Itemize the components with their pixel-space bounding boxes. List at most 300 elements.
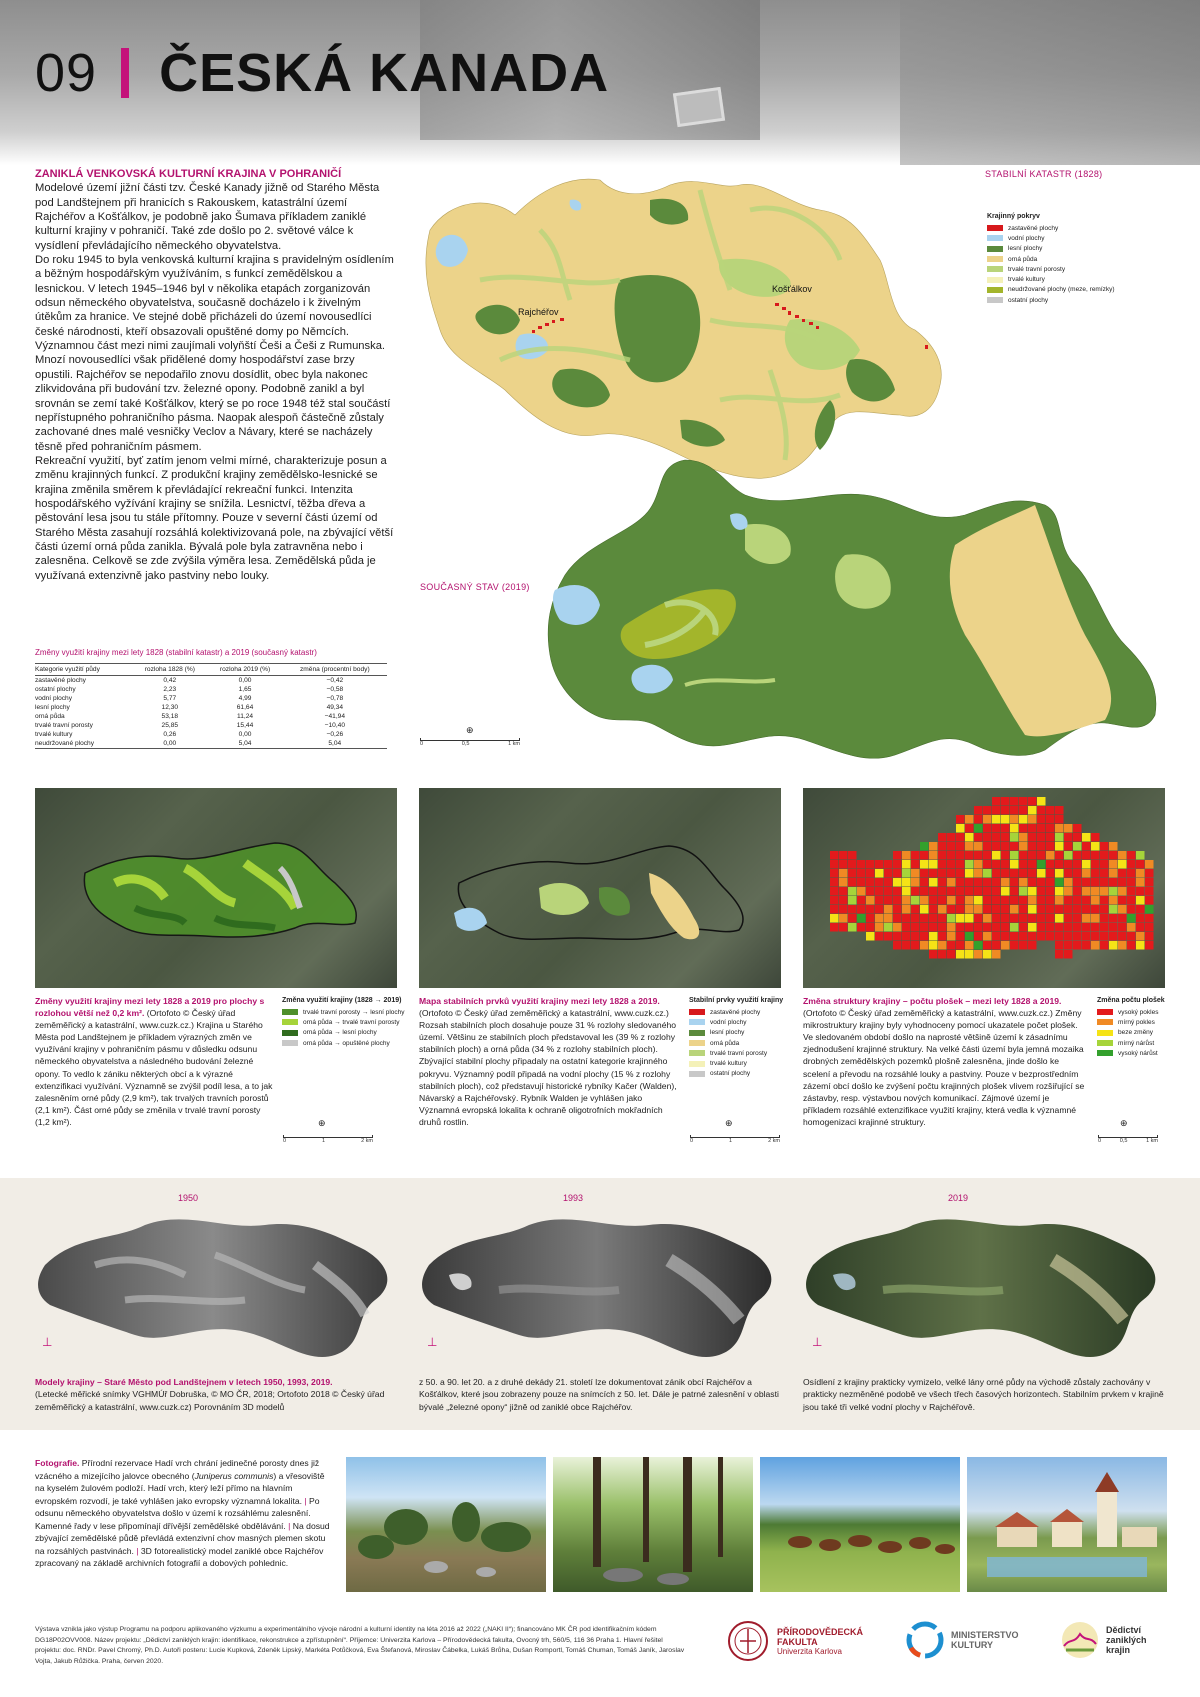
grid-cell: [839, 851, 848, 860]
legend-swatch: [1097, 1050, 1113, 1056]
legend-item: [282, 1038, 405, 1048]
grid-cell: [1037, 869, 1046, 878]
grid-cell: [1010, 806, 1019, 815]
grid-cell: [1028, 851, 1037, 860]
table-row: [35, 712, 387, 721]
legend-label: zastavěné plochy: [710, 1008, 761, 1016]
grid-cell: [866, 887, 875, 896]
grid-cell: [929, 869, 938, 878]
table-cell: −41,94: [324, 712, 345, 720]
grid-cell: [893, 851, 902, 860]
grid-cell: [983, 878, 992, 887]
grid-cell: [1046, 842, 1055, 851]
year-2019: 2019: [948, 1193, 969, 1203]
grid-cell: [1010, 833, 1019, 842]
grid-cell: [1082, 869, 1091, 878]
grid-cell: [857, 914, 866, 923]
grid-cell: [1127, 896, 1136, 905]
north-arrow-icon: ⊕: [318, 1118, 326, 1128]
grid-cell: [1037, 824, 1046, 833]
grid-cell: [1064, 842, 1073, 851]
legend-item: [987, 244, 1115, 254]
grid-cell: [911, 860, 920, 869]
table-cell: vodní plochy: [35, 694, 73, 702]
legend-swatch: [689, 1030, 705, 1036]
grid-cell: [1136, 905, 1145, 914]
grid-cell: [1127, 923, 1136, 932]
grid-cell: [992, 896, 1001, 905]
grid-cell: [911, 869, 920, 878]
legend-label: lesní plochy: [1008, 245, 1043, 253]
grid-cell: [1055, 941, 1064, 950]
grid-cell: [875, 914, 884, 923]
grid-cell: [1064, 932, 1073, 941]
scale-max: 1 km: [508, 741, 520, 747]
logo3-line1: Dědictví: [1106, 1625, 1142, 1635]
axes-icon: ⊥: [42, 1335, 53, 1349]
grid-cell: [920, 869, 929, 878]
grid-cell: [956, 851, 965, 860]
grid-cell: [1028, 833, 1037, 842]
grid-cell: [1082, 932, 1091, 941]
grid-cell: [974, 815, 983, 824]
grid-cell: [1046, 851, 1055, 860]
panel-3-map: [803, 788, 1165, 988]
grid-cell: [974, 851, 983, 860]
legend-items: [987, 223, 1115, 305]
grid-cell: [1145, 869, 1154, 878]
table-header: změna (procentní body): [283, 664, 387, 676]
logo-prf-uk: [727, 1620, 863, 1662]
models-caption-1: [35, 1376, 395, 1413]
legend-title: Krajinný pokryv: [987, 213, 1040, 220]
grid-cell: [983, 950, 992, 959]
grid-cell: [1037, 815, 1046, 824]
legend-label: beze změny: [1118, 1029, 1154, 1037]
legend-item: [689, 1038, 783, 1048]
scale-mid: 0,5: [1119, 1138, 1128, 1144]
legend-item: [282, 1007, 405, 1017]
grid-cell: [1073, 941, 1082, 950]
grid-cell: [1109, 878, 1118, 887]
models-caption-2: z 50. a 90. let 20. a z druhé dekády 21. století lze dokumentovat zánik obcí Rajchéřov a Košťálkov, které jsou zobrazeny pouze na snímcích z 50. let. Dále je patrné zalesnění v oblasti bývalé „železné opony“ jižně od zaniklé obce Rajchéřov.: [419, 1377, 779, 1412]
grid-cell: [1019, 815, 1028, 824]
legend-label: orná půda → lesní plochy: [303, 1029, 377, 1037]
legend-label: zastavěné plochy: [1008, 224, 1059, 232]
panel-3-legend-title: Změna počtu plošek: [1097, 997, 1165, 1004]
grid-cell: [1046, 824, 1055, 833]
legend-swatch: [987, 297, 1003, 303]
footer-text: Výstava vznikla jako výstup Programu na podporu aplikovaného výzkumu a experimentálního vývoje národní a kulturní identity na léta 2016 až 2022 („NAKI II“); financováno MK ČR pod identifikačním kódem DG18P02OVV008. Název projektu: „Dědictví zaniklých krajin: identifikace, rekonstrukce a zpřístupnění“. Příjemce: Univerzita Karlova – Přírodovědecká fakulta, Ovocný trh, 560/5, 116 36 Praha 1. Hlavní řešitel projektu: doc. RNDr. Pavel Chromý, Ph.D. Autoři posteru: Lucie Kupková, Zdeněk Lipský, Markéta Potůčková, Eva Štefanová, Miroslav Čábelka, Lukáš Brůha, Dušan Romportl, Tomáš Chuman, Tomáš Janík, Jaroslav Vojta, Jakub Růžička. Praha, červen 2020.: [35, 1626, 685, 1665]
grid-cell: [920, 914, 929, 923]
grid-cell: [1037, 851, 1046, 860]
grid-cell: [929, 950, 938, 959]
grid-cell: [956, 860, 965, 869]
separator: |: [288, 1520, 291, 1531]
legend-item: [689, 1058, 783, 1068]
panel-3-caption: [803, 995, 1085, 1128]
grid-cell: [1109, 869, 1118, 878]
grid-cell: [947, 878, 956, 887]
grid-cell: [1001, 887, 1010, 896]
grid-cell: [1073, 833, 1082, 842]
grid-cell: [1145, 860, 1154, 869]
grid-cell: [1145, 878, 1154, 887]
legend-swatch: [1097, 1009, 1113, 1015]
table-cell: 0,26: [163, 731, 177, 739]
legend-label: mírný nárůst: [1118, 1039, 1155, 1047]
grid-cell: [1136, 851, 1145, 860]
grid-cell: [1145, 905, 1154, 914]
grid-cell: [1055, 905, 1064, 914]
grid-cell: [1001, 824, 1010, 833]
grid-cell: [965, 896, 974, 905]
grid-cell: [893, 896, 902, 905]
panel-2-legend: [689, 997, 783, 1079]
grid-cell: [1064, 833, 1073, 842]
grid-cell: [1037, 833, 1046, 842]
grid-cell: [983, 905, 992, 914]
legend-label: vysoký nárůst: [1118, 1049, 1158, 1057]
table-cell: 5,04: [283, 739, 387, 748]
grid-cell: [1046, 896, 1055, 905]
grid-cell: [893, 932, 902, 941]
table-title: Změny využití krajiny mezi lety 1828 (stabilní katastr) a 2019 (současný katastr): [35, 648, 317, 657]
panel-3-title: Změna struktury krajiny – počtu plošek – mezi lety 1828 a 2019.: [803, 996, 1062, 1006]
table-cell: 5,04: [207, 739, 282, 748]
grid-cell: [902, 896, 911, 905]
grid-cell: [1028, 824, 1037, 833]
grid-cell: [1037, 914, 1046, 923]
logo1-line2: FAKULTA: [777, 1636, 818, 1647]
grid-cell: [911, 923, 920, 932]
grid-cell: [1001, 851, 1010, 860]
legend-label: mírný pokles: [1118, 1018, 1155, 1026]
grid-cell: [965, 869, 974, 878]
grid-cell: [1001, 878, 1010, 887]
grid-cell: [1091, 905, 1100, 914]
grid-cell: [956, 815, 965, 824]
grid-cell: [1001, 914, 1010, 923]
grid-cell: [1046, 932, 1055, 941]
grid-cell: [929, 914, 938, 923]
grid-cell: [956, 905, 965, 914]
grid-cell: [1001, 860, 1010, 869]
grid-cell: [947, 869, 956, 878]
grid-cell: [974, 905, 983, 914]
grid-cell: [1010, 941, 1019, 950]
grid-cell: [1046, 923, 1055, 932]
grid-cell: [1028, 860, 1037, 869]
grid-cell: [893, 869, 902, 878]
legend-swatch: [282, 1040, 298, 1046]
table-cell: 2,23: [163, 685, 177, 693]
legend-label: vysoký pokles: [1118, 1008, 1159, 1016]
grid-cell: [1118, 923, 1127, 932]
grid-cell: [1100, 887, 1109, 896]
legend-item: [689, 1007, 783, 1017]
grid-cell: [1100, 932, 1109, 941]
grid-cell: [1100, 860, 1109, 869]
grid-cell: [1127, 887, 1136, 896]
table-row: [35, 721, 387, 730]
grid-cell: [956, 869, 965, 878]
grid-cell: [884, 932, 893, 941]
legend-item: [987, 274, 1115, 284]
grid-cell: [929, 860, 938, 869]
scale-0: 0: [1098, 1138, 1102, 1144]
scale-max: 2 km: [768, 1138, 780, 1144]
legend-label: orná půda → opuštěné plochy: [303, 1039, 390, 1047]
grid-cell: [902, 923, 911, 932]
grid-cell: [1082, 878, 1091, 887]
grid-cell: [839, 869, 848, 878]
grid-cell: [1019, 923, 1028, 932]
grid-cell: [992, 851, 1001, 860]
grid-cell: [1010, 914, 1019, 923]
photo-3d-village-model: [967, 1457, 1167, 1592]
grid-cell: [1064, 887, 1073, 896]
grid-cell: [1073, 860, 1082, 869]
grid-cell: [1100, 914, 1109, 923]
grid-cell: [1100, 842, 1109, 851]
grid-cell: [1073, 887, 1082, 896]
grid-cell: [1127, 932, 1136, 941]
grid-cell: [947, 932, 956, 941]
grid-cell: [1064, 869, 1073, 878]
legend-item: [987, 264, 1115, 274]
grid-cell: [839, 905, 848, 914]
page-title: [35, 42, 609, 104]
axes-icon: ⊥: [427, 1335, 438, 1349]
grid-cell: [1118, 869, 1127, 878]
table-cell: −0,42: [326, 676, 344, 684]
panel-1-scalebar: [283, 1135, 373, 1144]
grid-cell: [1118, 851, 1127, 860]
grid-cell: [1136, 887, 1145, 896]
grid-cell: [956, 887, 965, 896]
grid-cell: [929, 851, 938, 860]
grid-cell: [848, 905, 857, 914]
grid-cell: [920, 887, 929, 896]
grid-cell: [1019, 941, 1028, 950]
grid-cell: [938, 887, 947, 896]
grid-cell: [1145, 932, 1154, 941]
grid-cell: [983, 914, 992, 923]
grid-cell: [965, 932, 974, 941]
legend-label: trvalé travní porosty: [710, 1049, 768, 1057]
legend-swatch: [987, 266, 1003, 272]
grid-cell: [1055, 833, 1064, 842]
grid-cell: [1100, 923, 1109, 932]
grid-cell: [1109, 896, 1118, 905]
grid-cell: [974, 878, 983, 887]
grid-cell: [965, 905, 974, 914]
grid-cell: [1010, 860, 1019, 869]
grid-cell: [983, 851, 992, 860]
table-row: [35, 739, 387, 748]
grid-cell: [1136, 914, 1145, 923]
map-legend-landcover: [987, 213, 1115, 305]
grid-cell: [1055, 914, 1064, 923]
table-cell: 5,77: [163, 694, 177, 702]
grid-cell: [902, 887, 911, 896]
grid-cell: [938, 833, 947, 842]
model-1993: [419, 1205, 784, 1370]
grid-cell: [839, 860, 848, 869]
map-2019: [545, 455, 1165, 770]
grid-cell: [1127, 941, 1136, 950]
grid-cell: [1019, 905, 1028, 914]
grid-cell: [974, 833, 983, 842]
grid-cell: [1055, 950, 1064, 959]
grid-cell: [1136, 941, 1145, 950]
grid-cell: [920, 860, 929, 869]
grid-cell: [848, 878, 857, 887]
grid-cell: [857, 869, 866, 878]
grid-cell: [1064, 878, 1073, 887]
grid-cell: [839, 896, 848, 905]
table-header: Kategorie využití půdy: [35, 664, 132, 676]
table-cell: 12,30: [161, 703, 179, 711]
table-cell: 0,00: [238, 731, 252, 739]
grid-cell: [992, 833, 1001, 842]
grid-cell: [947, 860, 956, 869]
grid-cell: [1001, 869, 1010, 878]
grid-cell: [1100, 851, 1109, 860]
grid-cell: [1118, 860, 1127, 869]
grid-cell: [1091, 842, 1100, 851]
grid-cell: [992, 905, 1001, 914]
grid-cell: [1118, 896, 1127, 905]
grid-cell: [848, 896, 857, 905]
grid-cell: [1010, 851, 1019, 860]
photos-text: Na dosud zbývající zemědělské půdě převládá extenzivní chov masných plemen skotu na rozsáhlých pastvinách.: [35, 1520, 330, 1556]
grid-cell: [929, 887, 938, 896]
grid-cell: [992, 878, 1001, 887]
logo2-line2: KULTURY: [951, 1640, 993, 1650]
grid-cell: [947, 941, 956, 950]
grid-cell: [830, 860, 839, 869]
legend-label: ostatní plochy: [1008, 296, 1049, 304]
grid-cell: [929, 923, 938, 932]
grid-cell: [965, 860, 974, 869]
grid-cell: [992, 842, 1001, 851]
grid-cell: [956, 923, 965, 932]
grid-cell: [1010, 878, 1019, 887]
grid-cell: [1055, 869, 1064, 878]
grid-cell: [1073, 923, 1082, 932]
legend-item: [1097, 1048, 1165, 1058]
grid-cell: [1046, 833, 1055, 842]
grid-cell: [938, 869, 947, 878]
grid-cell: [902, 860, 911, 869]
grid-cell: [947, 842, 956, 851]
grid-cell: [974, 842, 983, 851]
grid-cell: [938, 860, 947, 869]
grid-cell: [1046, 860, 1055, 869]
grid-cell: [1019, 806, 1028, 815]
grid-cell: [848, 860, 857, 869]
place-kostalkov: Košťálkov: [772, 284, 812, 294]
table-cell: 0,42: [163, 676, 177, 684]
legend-swatch: [987, 287, 1003, 293]
grid-cell: [1091, 878, 1100, 887]
grid-cell: [983, 923, 992, 932]
grid-cell: [1082, 923, 1091, 932]
legend-swatch: [1097, 1040, 1113, 1046]
axes-icon: ⊥: [812, 1335, 823, 1349]
logo3-line3: krajin: [1106, 1645, 1131, 1655]
grid-cell: [956, 941, 965, 950]
grid-cell: [956, 950, 965, 959]
table-cell: 1,65: [238, 685, 252, 693]
grid-cell: [920, 842, 929, 851]
dedictvi-logo-icon: [1060, 1620, 1100, 1660]
panel-1-caption: [35, 995, 275, 1128]
legend-label: ostatní plochy: [710, 1070, 751, 1078]
grid-cell: [839, 887, 848, 896]
grid-cell: [920, 905, 929, 914]
header-banner: [0, 0, 1200, 165]
photos-caption-title: Fotografie.: [35, 1458, 80, 1468]
grid-cell: [974, 806, 983, 815]
grid-cell: [866, 860, 875, 869]
scale-max: 2 km: [361, 1138, 373, 1144]
panel-1-legend-title: Změna využití krajiny (1828 → 2019): [282, 997, 402, 1004]
grid-cell: [830, 896, 839, 905]
grid-cell: [1064, 941, 1073, 950]
grid-cell: [1037, 905, 1046, 914]
grid-cell: [866, 923, 875, 932]
grid-cell: [1091, 914, 1100, 923]
grid-cell: [884, 887, 893, 896]
grid-cell: [1028, 941, 1037, 950]
grid-cell: [1073, 842, 1082, 851]
landuse-change-table: [35, 648, 387, 749]
grid-cell: [1028, 896, 1037, 905]
grid-cell: [1145, 914, 1154, 923]
grid-cell: [1019, 869, 1028, 878]
grid-cell: [992, 950, 1001, 959]
grid-cell: [956, 833, 965, 842]
grid-cell: [1091, 869, 1100, 878]
grid-cell: [911, 941, 920, 950]
grid-cell: [992, 824, 1001, 833]
grid-cell: [938, 950, 947, 959]
grid-cell: [830, 878, 839, 887]
grid-cell: [920, 896, 929, 905]
intro-text: [35, 167, 395, 583]
grid-cell: [893, 878, 902, 887]
table-cell: 49,34: [326, 703, 344, 711]
grid-cell: [1073, 932, 1082, 941]
grid-cell: [884, 878, 893, 887]
grid-cell: [1109, 941, 1118, 950]
logo3-line2: zaniklých: [1106, 1635, 1147, 1645]
grid-cell: [839, 878, 848, 887]
grid-cell: [992, 887, 1001, 896]
legend-swatch: [987, 256, 1003, 262]
table-header-row: [35, 664, 387, 676]
separator: |: [304, 1495, 307, 1506]
panel-1-title: Změny využití krajiny mezi lety 1828 a 2019 pro plochy s rozlohou větší než 0,2 km².: [35, 996, 265, 1019]
legend-swatch: [689, 1050, 705, 1056]
grid-cell: [1127, 905, 1136, 914]
grid-cell: [938, 914, 947, 923]
grid-cell: [1037, 932, 1046, 941]
grid-cell: [893, 923, 902, 932]
